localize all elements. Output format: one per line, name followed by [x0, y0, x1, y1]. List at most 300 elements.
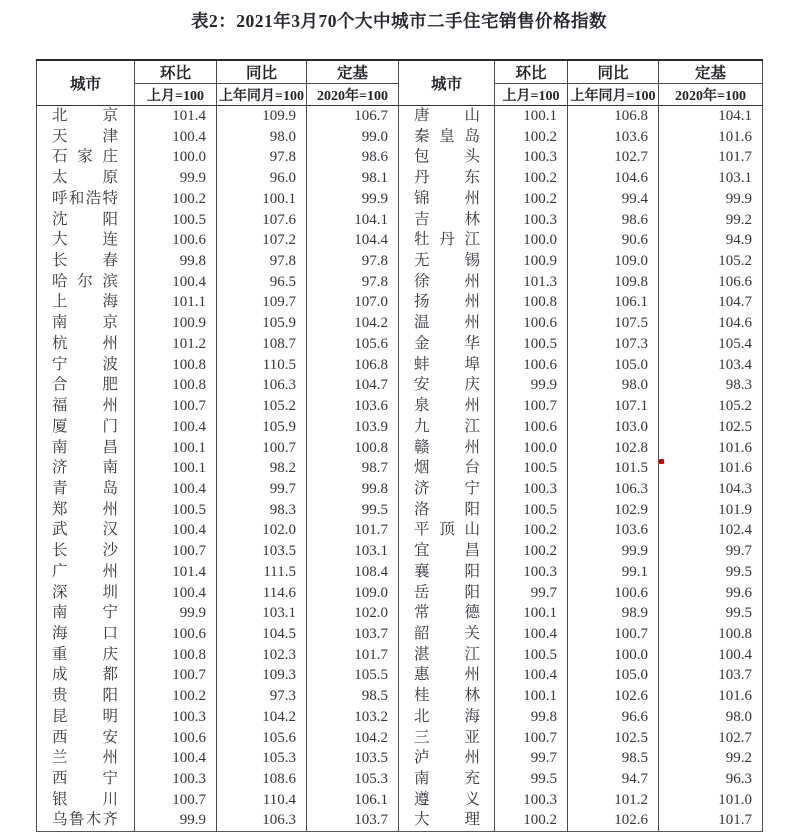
index-value-cell: 106.1: [307, 790, 399, 811]
index-value-cell: 99.0: [307, 127, 399, 148]
index-value-cell: 104.2: [217, 707, 307, 728]
city-name-cell: [399, 396, 495, 417]
subheader-mom-base-left: 上月=100: [135, 84, 217, 106]
index-value-cell: 100.3: [495, 562, 568, 583]
index-value-cell: 100.6: [135, 230, 217, 251]
index-value-cell: 104.2: [307, 728, 399, 749]
table-row: [37, 375, 763, 396]
city-name: 包头: [414, 148, 480, 166]
city-name-cell: [37, 520, 135, 541]
index-value-cell: 100.8: [135, 375, 217, 396]
table-row: [37, 728, 763, 749]
index-value-cell: 100.7: [135, 790, 217, 811]
city-name-cell: [37, 645, 135, 666]
index-value-cell: 103.7: [659, 665, 763, 686]
city-name: 郑州: [52, 500, 118, 518]
city-name: 无锡: [414, 252, 480, 270]
city-name-cell: [37, 106, 135, 127]
index-value-cell: 100.4: [495, 624, 568, 645]
city-name: 昆明: [52, 707, 118, 725]
city-name: 岳阳: [414, 583, 480, 601]
index-value-cell: 100.6: [135, 624, 217, 645]
index-value-cell: 100.3: [135, 769, 217, 790]
city-name-cell: [37, 810, 135, 831]
city-name-cell: [37, 562, 135, 583]
index-value-cell: 107.5: [568, 313, 659, 334]
subheader-fixedbase-base-left: 2020年=100: [307, 84, 399, 106]
city-name-cell: [399, 645, 495, 666]
city-name: 锦州: [414, 189, 480, 207]
index-value-cell: 105.3: [217, 748, 307, 769]
city-name-cell: [399, 686, 495, 707]
index-value-cell: 114.6: [217, 583, 307, 604]
col-header-fixedbase-right: 定基: [659, 60, 763, 84]
table-row: [37, 355, 763, 376]
city-name: 银川: [52, 790, 118, 808]
city-name-cell: [399, 541, 495, 562]
index-value-cell: 100.1: [495, 106, 568, 127]
city-name: 广州: [52, 562, 118, 580]
index-value-cell: 105.4: [659, 334, 763, 355]
city-name-cell: [399, 520, 495, 541]
index-value-cell: 99.8: [495, 707, 568, 728]
index-value-cell: 103.5: [217, 541, 307, 562]
index-value-cell: 100.2: [495, 127, 568, 148]
col-header-fixedbase-left: 定基: [307, 60, 399, 84]
index-value-cell: 107.2: [217, 230, 307, 251]
city-name-cell: [399, 769, 495, 790]
city-name-cell: [37, 500, 135, 521]
city-name-cell: [37, 458, 135, 479]
index-value-cell: 98.7: [307, 458, 399, 479]
city-name-cell: [37, 147, 135, 168]
index-value-cell: 90.6: [568, 230, 659, 251]
col-header-mom-left: 环比: [135, 60, 217, 84]
city-name: 南京: [52, 314, 118, 332]
table-body: [37, 106, 763, 832]
city-name-cell: [37, 375, 135, 396]
index-value-cell: 100.2: [495, 541, 568, 562]
index-value-cell: 107.0: [307, 292, 399, 313]
table-row: [37, 106, 763, 127]
index-value-cell: 99.2: [659, 748, 763, 769]
index-value-cell: 108.7: [217, 334, 307, 355]
index-value-cell: 101.9: [659, 500, 763, 521]
index-value-cell: 100.4: [135, 748, 217, 769]
col-header-city-left: 城市: [37, 60, 135, 106]
index-value-cell: 102.7: [659, 728, 763, 749]
index-value-cell: 106.3: [217, 375, 307, 396]
city-name-cell: [399, 707, 495, 728]
index-value-cell: 102.6: [568, 686, 659, 707]
city-name-cell: [37, 417, 135, 438]
index-value-cell: 105.9: [217, 417, 307, 438]
index-value-cell: 99.9: [135, 810, 217, 831]
table-header: [37, 60, 763, 106]
index-value-cell: 99.1: [568, 562, 659, 583]
city-name-cell: [399, 189, 495, 210]
subheader-yoy-base-left: 上年同月=100: [217, 84, 307, 106]
index-value-cell: 100.8: [135, 355, 217, 376]
index-value-cell: 97.8: [307, 272, 399, 293]
index-value-cell: 101.6: [659, 686, 763, 707]
index-value-cell: 106.8: [307, 355, 399, 376]
index-value-cell: 100.4: [135, 520, 217, 541]
index-value-cell: 100.4: [135, 417, 217, 438]
city-name-cell: [37, 541, 135, 562]
index-value-cell: 96.0: [217, 168, 307, 189]
city-name-cell: [399, 313, 495, 334]
index-value-cell: 103.1: [217, 603, 307, 624]
index-value-cell: 102.8: [568, 438, 659, 459]
index-value-cell: 98.0: [659, 707, 763, 728]
index-value-cell: 98.3: [217, 500, 307, 521]
city-name: 南充: [414, 770, 480, 787]
index-value-cell: 106.3: [217, 810, 307, 831]
city-name-cell: [37, 334, 135, 355]
index-value-cell: 100.7: [217, 438, 307, 459]
city-name: 哈尔滨: [52, 272, 118, 290]
index-value-cell: 102.6: [568, 810, 659, 831]
city-name-cell: [399, 728, 495, 749]
index-value-cell: 103.7: [307, 810, 399, 831]
city-name-cell: [399, 106, 495, 127]
city-name: 济宁: [414, 479, 480, 497]
index-value-cell: 99.5: [307, 500, 399, 521]
index-value-cell: 100.7: [495, 728, 568, 749]
city-name-cell: [37, 479, 135, 500]
table-row: [37, 210, 763, 231]
index-value-cell: 105.5: [307, 665, 399, 686]
city-name-cell: [399, 583, 495, 604]
city-name: 重庆: [52, 645, 118, 663]
city-name-cell: [399, 417, 495, 438]
index-value-cell: 98.0: [568, 375, 659, 396]
table-row: [37, 810, 763, 831]
city-name-cell: [399, 292, 495, 313]
index-value-cell: 109.0: [307, 583, 399, 604]
city-name: 南宁: [52, 604, 118, 622]
index-value-cell: 109.3: [217, 665, 307, 686]
index-value-cell: 100.4: [495, 665, 568, 686]
index-value-cell: 101.2: [568, 790, 659, 811]
index-value-cell: 100.5: [495, 645, 568, 666]
index-value-cell: 96.3: [659, 769, 763, 790]
city-name-cell: [37, 603, 135, 624]
city-name-cell: [37, 790, 135, 811]
index-value-cell: 99.9: [659, 189, 763, 210]
table-row: [37, 147, 763, 168]
index-value-cell: 104.1: [659, 106, 763, 127]
index-value-cell: 107.1: [568, 396, 659, 417]
city-name-cell: [37, 355, 135, 376]
index-value-cell: 100.3: [135, 707, 217, 728]
index-value-cell: 98.1: [307, 168, 399, 189]
index-value-cell: 100.1: [495, 686, 568, 707]
index-value-cell: 100.8: [307, 438, 399, 459]
red-dot-annotation: [659, 459, 664, 464]
city-name-cell: [399, 665, 495, 686]
index-value-cell: 99.5: [659, 562, 763, 583]
city-name-cell: [399, 479, 495, 500]
table-row: [37, 458, 763, 479]
index-value-cell: 103.5: [307, 748, 399, 769]
index-value-cell: 94.9: [659, 230, 763, 251]
city-name: 兰州: [52, 749, 118, 767]
index-value-cell: 104.7: [307, 375, 399, 396]
index-value-cell: 99.9: [568, 541, 659, 562]
index-value-cell: 98.3: [659, 375, 763, 396]
city-name-cell: [37, 189, 135, 210]
city-name: 赣州: [414, 438, 480, 456]
table-row: [37, 562, 763, 583]
city-name: 北京: [52, 107, 118, 124]
city-name: 泉州: [414, 397, 480, 415]
index-value-cell: 98.2: [217, 458, 307, 479]
index-value-cell: 96.6: [568, 707, 659, 728]
index-value-cell: 100.1: [135, 438, 217, 459]
index-value-cell: 104.2: [307, 313, 399, 334]
city-name: 沈阳: [52, 210, 118, 228]
index-value-cell: 107.3: [568, 334, 659, 355]
table-row: [37, 417, 763, 438]
index-value-cell: 105.9: [217, 313, 307, 334]
index-value-cell: 100.7: [495, 396, 568, 417]
table-row: [37, 603, 763, 624]
index-value-cell: 101.4: [135, 106, 217, 127]
index-value-cell: 105.2: [659, 396, 763, 417]
index-value-cell: 103.0: [568, 417, 659, 438]
index-value-cell: 109.7: [217, 292, 307, 313]
city-name-cell: [37, 728, 135, 749]
table-row: [37, 541, 763, 562]
city-name: 襄阳: [414, 562, 480, 580]
index-value-cell: 102.0: [307, 603, 399, 624]
index-value-cell: 101.7: [307, 520, 399, 541]
city-name: 呼和浩特: [52, 189, 118, 207]
city-name-cell: [399, 790, 495, 811]
index-value-cell: 97.8: [307, 251, 399, 272]
index-value-cell: 100.9: [495, 251, 568, 272]
index-value-cell: 105.3: [307, 769, 399, 790]
col-header-yoy-right: 同比: [568, 60, 659, 84]
table-row: [37, 748, 763, 769]
city-name: 海口: [52, 624, 118, 642]
index-value-cell: 100.8: [659, 624, 763, 645]
city-name: 武汉: [52, 521, 118, 539]
city-name-cell: [37, 313, 135, 334]
city-name: 宁波: [52, 355, 118, 373]
table-row: [37, 313, 763, 334]
index-value-cell: 100.8: [495, 292, 568, 313]
index-value-cell: 100.0: [568, 645, 659, 666]
index-value-cell: 100.5: [495, 458, 568, 479]
city-name-cell: [37, 272, 135, 293]
city-name: 石家庄: [52, 148, 118, 166]
city-name: 青岛: [52, 479, 118, 497]
subheader-yoy-base-right: 上年同月=100: [568, 84, 659, 106]
city-name-cell: [399, 438, 495, 459]
index-value-cell: 106.6: [659, 272, 763, 293]
index-value-cell: 100.6: [495, 355, 568, 376]
city-name-cell: [37, 230, 135, 251]
index-value-cell: 100.2: [495, 189, 568, 210]
city-name: 平顶山: [414, 521, 480, 539]
index-value-cell: 100.1: [217, 189, 307, 210]
index-value-cell: 99.9: [135, 603, 217, 624]
table-row: [37, 707, 763, 728]
table-row: [37, 334, 763, 355]
index-value-cell: 101.4: [135, 562, 217, 583]
index-value-cell: 94.7: [568, 769, 659, 790]
index-value-cell: 104.3: [659, 479, 763, 500]
index-value-cell: 99.2: [659, 210, 763, 231]
col-header-yoy-left: 同比: [217, 60, 307, 84]
city-name: 南昌: [52, 438, 118, 456]
city-name-cell: [37, 748, 135, 769]
index-value-cell: 100.9: [135, 313, 217, 334]
city-name: 长沙: [52, 542, 118, 560]
city-name-cell: [37, 624, 135, 645]
city-name-cell: [399, 562, 495, 583]
table-row: [37, 790, 763, 811]
city-name: 湛江: [414, 645, 480, 663]
city-name-cell: [399, 251, 495, 272]
index-value-cell: 100.7: [135, 541, 217, 562]
city-name-cell: [399, 210, 495, 231]
index-value-cell: 109.9: [217, 106, 307, 127]
city-name: 金华: [414, 334, 480, 352]
index-value-cell: 100.3: [495, 479, 568, 500]
index-value-cell: 103.1: [307, 541, 399, 562]
table-row: [37, 168, 763, 189]
index-value-cell: 101.3: [495, 272, 568, 293]
index-value-cell: 100.0: [135, 147, 217, 168]
index-value-cell: 110.5: [217, 355, 307, 376]
city-name-cell: [37, 251, 135, 272]
index-value-cell: 101.7: [659, 147, 763, 168]
city-name: 深圳: [52, 583, 118, 601]
city-name: 大连: [52, 231, 118, 249]
city-name: 西安: [52, 728, 118, 746]
index-value-cell: 105.2: [217, 396, 307, 417]
index-value-cell: 100.4: [135, 272, 217, 293]
subheader-fixedbase-base-right: 2020年=100: [659, 84, 763, 106]
index-value-cell: 102.4: [659, 520, 763, 541]
index-value-cell: 100.5: [495, 500, 568, 521]
city-name: 泸州: [414, 749, 480, 767]
city-name-cell: [399, 230, 495, 251]
city-name: 遵义: [414, 790, 480, 808]
index-value-cell: 99.9: [495, 375, 568, 396]
index-value-cell: 101.7: [307, 645, 399, 666]
index-value-cell: 100.8: [135, 645, 217, 666]
col-header-mom-right: 环比: [495, 60, 568, 84]
index-value-cell: 100.3: [495, 790, 568, 811]
table-row: [37, 583, 763, 604]
index-value-cell: 99.5: [659, 603, 763, 624]
city-name: 温州: [414, 314, 480, 332]
index-value-cell: 100.6: [568, 583, 659, 604]
index-value-cell: 104.5: [217, 624, 307, 645]
index-value-cell: 103.6: [568, 127, 659, 148]
index-value-cell: 105.6: [217, 728, 307, 749]
table-row: [37, 292, 763, 313]
index-value-cell: 99.7: [217, 479, 307, 500]
index-value-cell: 100.3: [495, 210, 568, 231]
index-value-cell: 99.4: [568, 189, 659, 210]
col-header-city-right: 城市: [399, 60, 495, 106]
city-name: 惠州: [414, 666, 480, 684]
index-value-cell: 100.3: [495, 147, 568, 168]
city-name-cell: [37, 438, 135, 459]
index-value-cell: 108.6: [217, 769, 307, 790]
table-row: [37, 127, 763, 148]
index-value-cell: 101.6: [659, 438, 763, 459]
city-name: 北海: [414, 707, 480, 725]
city-name: 大理: [414, 811, 480, 829]
city-name: 上海: [52, 293, 118, 311]
city-name-cell: [399, 168, 495, 189]
city-name-cell: [399, 272, 495, 293]
index-value-cell: 101.7: [659, 810, 763, 831]
index-value-cell: 110.4: [217, 790, 307, 811]
index-value-cell: 105.2: [659, 251, 763, 272]
index-value-cell: 101.5: [568, 458, 659, 479]
index-value-cell: 100.2: [495, 168, 568, 189]
city-name: 厦门: [52, 417, 118, 435]
city-name: 乌鲁木齐: [52, 811, 118, 829]
table-row: [37, 438, 763, 459]
city-name-cell: [399, 147, 495, 168]
city-name: 唐山: [414, 107, 480, 124]
index-value-cell: 100.6: [495, 313, 568, 334]
city-name: 贵阳: [52, 687, 118, 705]
index-value-cell: 103.1: [659, 168, 763, 189]
index-value-cell: 100.0: [495, 230, 568, 251]
table-row: [37, 624, 763, 645]
city-name-cell: [399, 624, 495, 645]
index-value-cell: 101.6: [659, 458, 763, 479]
table-row: [37, 396, 763, 417]
city-name-cell: [37, 665, 135, 686]
index-value-cell: 100.2: [495, 810, 568, 831]
city-name: 福州: [52, 397, 118, 415]
index-value-cell: 102.3: [217, 645, 307, 666]
index-value-cell: 99.9: [307, 189, 399, 210]
index-value-cell: 108.4: [307, 562, 399, 583]
city-name: 宜昌: [414, 542, 480, 560]
city-name-cell: [399, 375, 495, 396]
city-name-cell: [37, 292, 135, 313]
index-value-cell: 100.4: [135, 479, 217, 500]
city-name: 蚌埠: [414, 355, 480, 373]
index-value-cell: 98.0: [217, 127, 307, 148]
table-row: [37, 230, 763, 251]
table-row: [37, 645, 763, 666]
city-name: 韶关: [414, 624, 480, 642]
city-name-cell: [399, 355, 495, 376]
city-name: 成都: [52, 666, 118, 684]
table-row: [37, 251, 763, 272]
city-name: 太原: [52, 169, 118, 187]
index-value-cell: 100.4: [135, 127, 217, 148]
index-value-cell: 105.0: [568, 355, 659, 376]
index-value-cell: 100.6: [135, 728, 217, 749]
city-name: 吉林: [414, 210, 480, 228]
table-row: [37, 665, 763, 686]
table-row: [37, 272, 763, 293]
